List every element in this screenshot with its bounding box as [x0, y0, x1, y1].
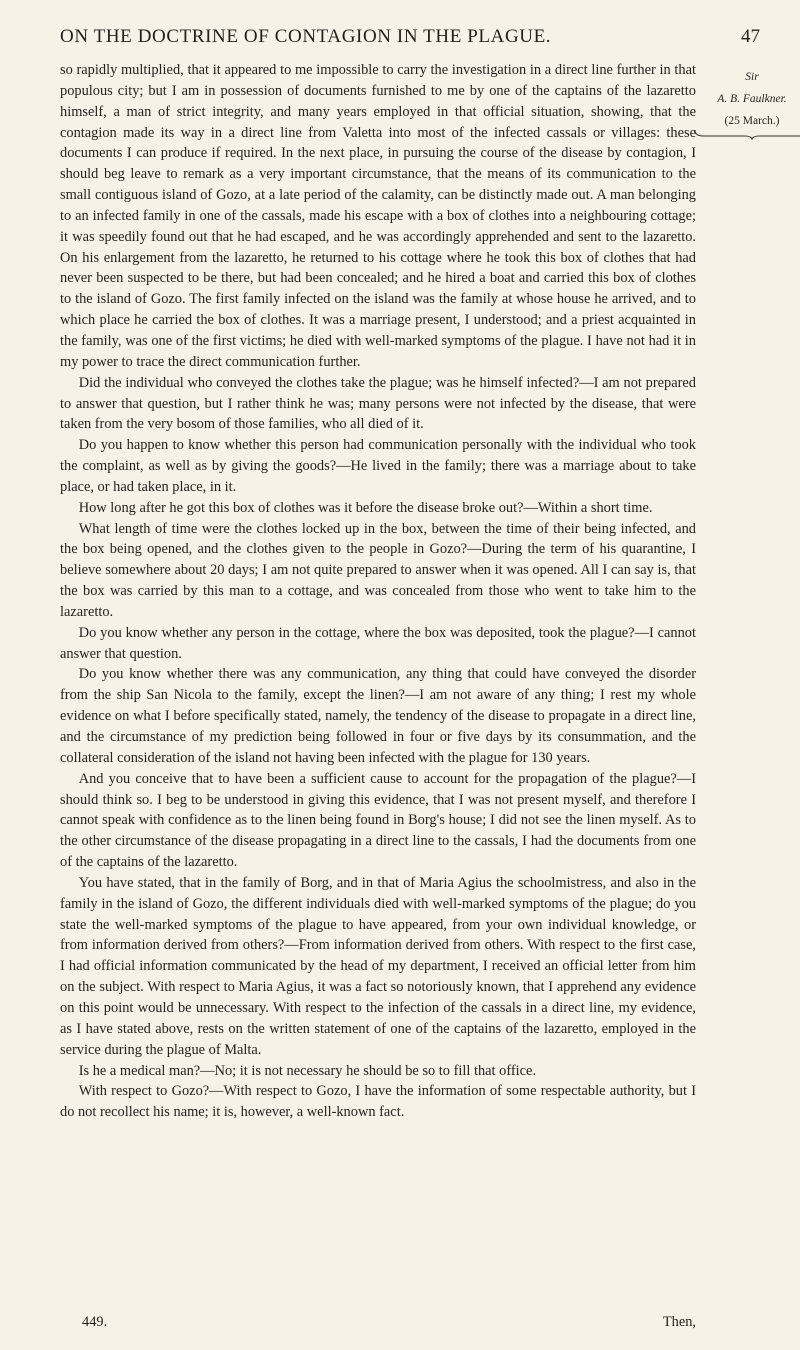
page-footer: [60, 1314, 696, 1338]
paragraph: Do you know whether there was any communication, any thing that could have conveyed the disorder from the ship San Nicola to the family, except the linen?—I am not aware of any thing; I rest my whole evidence on what I before specifically stated, namely, the tendency of the disease to propagate in a direct line, and the circumstance of my prediction being followed in four or five days by its consummation, and the collateral consideration of the island not having been infected with the plague for 130 years.: [60, 666, 696, 766]
paragraph: Did the individual who conveyed the clothes take the plague; was he himself infected?—I am not prepared to answer that question, but I rather think he was; many persons were not infected by the disease, that were taken from the very bosom of those families, who all died of it.: [60, 374, 696, 433]
brace-icon: [707, 132, 797, 142]
catchword: Then,: [662, 1314, 696, 1330]
testimony-text: [60, 60, 696, 1123]
paragraph: How long after he got this box of clothes was it before the disease broke out?—Within a short time.: [78, 499, 653, 516]
paragraph: With respect to Gozo?—With respect to Gozo, I have the information of some respectable authority, but I do not recollect his name; it is, however, a well-known fact.: [60, 1083, 696, 1121]
margin-note: [707, 66, 797, 142]
paragraph: Do you happen to know whether this person had communication personally with the individual who took the complaint, as well as by giving the goods?—He lived in the family; there was a marriage about to take place, or had taken place, in it.: [60, 437, 696, 495]
paragraph: And you conceive that to have been a sufficient cause to account for the propagation of the plague?—I should think so. I beg to be understood in giving this evidence, that I was not present myself, and therefore I cannot speak with confidence as to the linen being found in Borg's house; I did not see the linen myself. As to the other circumstance of the disease propagating in a direct line to the cassals, I had the documents from one of the captains of the lazaretto.: [60, 770, 696, 871]
margin-note-date: (25 March.): [724, 115, 780, 127]
paragraph: What length of time were the clothes locked up in the box, between the time of their being infected, and the box being opened, and the clothes given to the people in Gozo?—During the term of his quarantine, I believe somewhere about 20 days; I am not quite prepared to answer when it was opened. All I can say is, that the box was carried by this man to a cottage, and was concealed from those who went to take him to the lazaretto.: [60, 520, 696, 620]
margin-note-title: Sir: [745, 71, 759, 83]
margin-note-witness: A. B. Faulkner.: [717, 93, 787, 105]
paragraph: Is he a medical man?—No; it is not necessary he should be so to fill that office.: [78, 1062, 537, 1079]
signature-mark: 449.: [82, 1314, 108, 1330]
paragraph: You have stated, that in the family of Borg, and in that of Maria Agius the schoolmistress, and also in the family in the island of Gozo, the different individuals died with well-marked symptoms of the plague; do you state the well-marked symptoms of the plague to have appeared, from your own individual knowledge, or from information derived from others?—From information derived from others. With respect to the first case, I had official information communicated by the head of my department, I received an official letter from him on the subject. With respect to Maria Agius, it was a fact so notoriously known, that I apprehend any evidence on this point would be unnecessary. With respect to the infection of the cassals in a direct line, my evidence, as I have stated above, rests on the written statement of one of the captains of the lazaretto, employed in the service during the plague of Malta.: [60, 874, 696, 1058]
page-number: 47: [741, 26, 760, 47]
paragraph: so rapidly multiplied, that it appeared to me impossible to carry the investigation in a direct line further in that populous city; but I am in possession of documents furnished to me by one of the captains of the lazaretto himself, a man of strict integrity, and many years employed in that official situation, showing, that the contagion made its way in a direct line from Valetta into most of the infected cassals or villages: these documents I can produce if required. In the next place, in pursuing the course of the disease by contagion, I should beg leave to remark as a very important circumstance, that the means of its communication to the small contiguous island of Gozo, at a late period of the calamity, can be distinctly made out. A man belonging to an infected family in one of the cassals, made his escape with a box of clothes into a neighbouring cottage; it was speedily found out that he had escaped, and he was accordingly apprehended and sent to the lazaretto. On his enlargement from the lazaretto, he returned to his cottage where he took this box of clothes that had never been suspected to be there, but had been concealed; and he hired a boat and carried this box of clothes to the island of Gozo. The first family infected on the island was the family at whose house he arrived, and to which place he carried the box of clothes. It was a marriage present, I understood; and a priest acquainted in the family, was one of the first victims; he died with well-marked symptoms of the plague. I have not had it in my power to trace the direct communication further.: [60, 62, 696, 370]
paragraph: Do you know whether any person in the cottage, where the box was deposited, took the plague?—I cannot answer that question.: [60, 624, 696, 662]
page-header: [60, 26, 760, 56]
running-head: ON THE DOCTRINE OF CONTAGION IN THE PLAGUE.: [60, 26, 552, 47]
